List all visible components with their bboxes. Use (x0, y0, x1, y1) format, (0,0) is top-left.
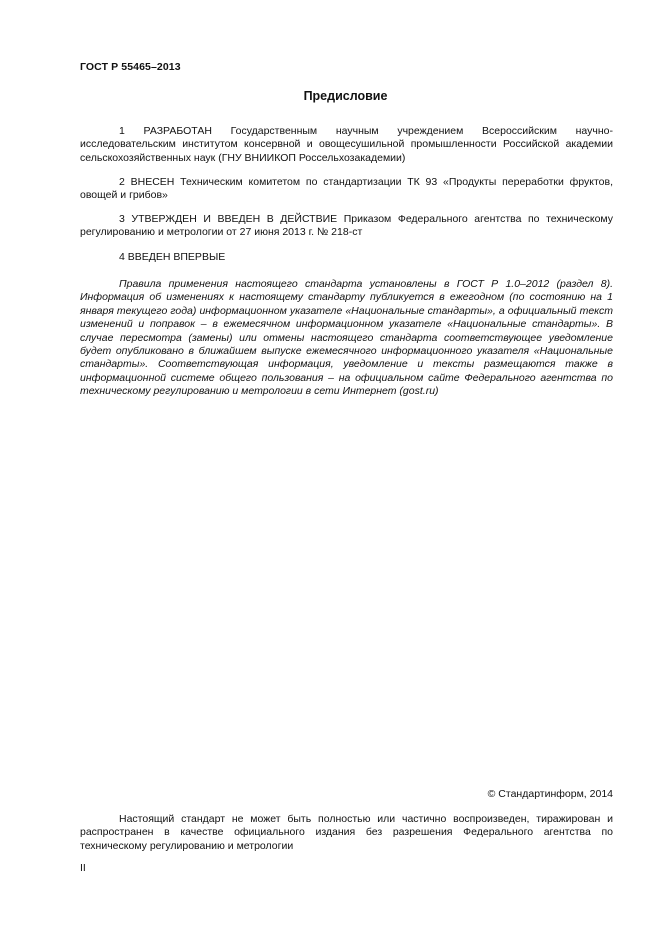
paragraph-introduced: 2 ВНЕСЕН Техническим комитетом по стандартизации ТК 93 «Продукты переработки фруктов, овощей и грибов» (80, 176, 613, 202)
paragraph-rules: Правила применения настоящего стандарта установлены в ГОСТ Р 1.0–2012 (раздел 8). Информация об изменениях к настоящему стандарту публикуется в ежегодном (по состоянию на 1 января текущего года) информационном указателе «Национальные стандарты», а официальный текст изменений и поправок – в ежемесячном информационном указателе «Национальные стандарты». В случае пересмотра (замены) или отмены настоящего стандарта соответствующее уведомление будет опубликовано в ближайшем выпуске ежемесячного информационного указателя «Национальные стандарты». Соответствующая информация, уведомление и тексты размещаются также в информационной системе общего пользования – на официальном сайте Федерального агентства по техническому регулированию и метрологии в сети Интернет (gost.ru) (80, 278, 613, 398)
paragraph-developed: 1 РАЗРАБОТАН Государственным научным учреждением Всероссийским научно-исследовательским институтом консервной и овощесушильной промышленности Российской академии сельскохозяйственных наук (ГНУ ВНИИКОП Россельхозакадемии) (80, 125, 613, 164)
standard-code-header: ГОСТ Р 55465–2013 (80, 61, 181, 73)
copyright-line: © Стандартинформ, 2014 (487, 788, 613, 800)
paragraph-approved: 3 УТВЕРЖДЕН И ВВЕДЕН В ДЕЙСТВИЕ Приказом Федерального агентства по техническому регулированию и метрологии от 27 июня 2013 г. № 218-ст (80, 213, 613, 239)
page-number: II (80, 862, 86, 874)
reproduction-notice: Настоящий стандарт не может быть полностью или частично воспроизведен, тиражирован и распространен в качестве официального издания без разрешения Федерального агентства по техническому регулированию и метрологии (80, 813, 613, 852)
page-title: Предисловие (303, 89, 388, 103)
paragraph-first-time: 4 ВВЕДЕН ВПЕРВЫЕ (119, 251, 226, 263)
